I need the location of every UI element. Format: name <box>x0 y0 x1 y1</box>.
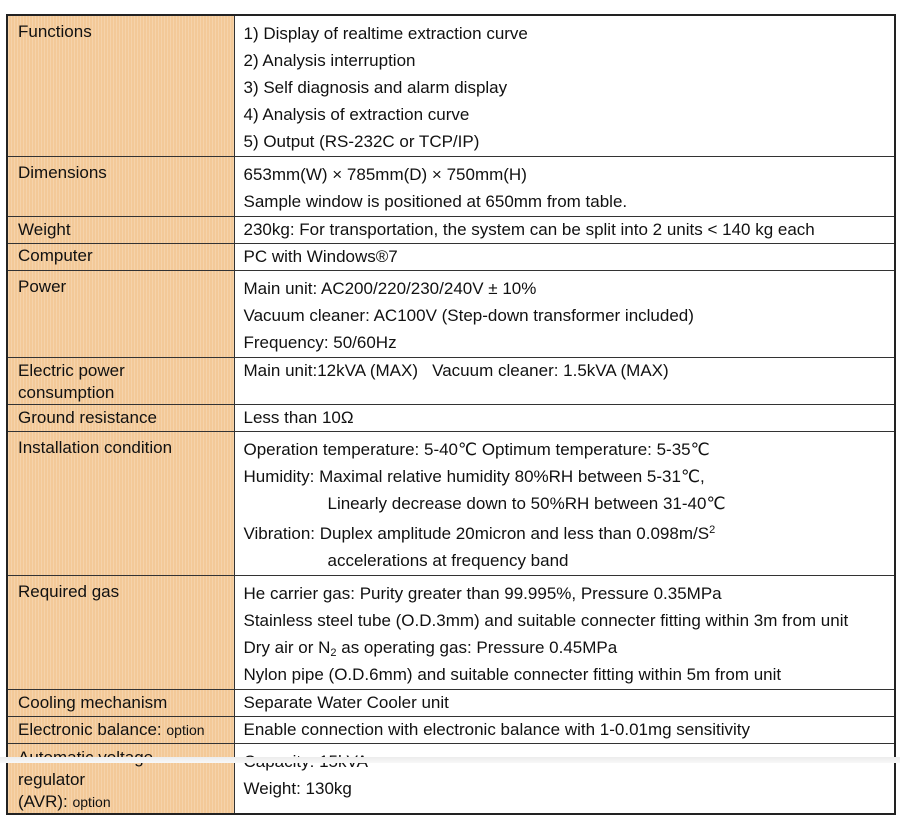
value-line: Humidity: Maximal relative humidity 80%RH between 5-31℃, <box>243 467 705 486</box>
row-label: regulator (AVR): option <box>7 744 234 815</box>
row-label: Required gas <box>7 576 234 690</box>
table-row-dimensions <box>7 157 895 217</box>
row-label: Electric power consumption <box>7 358 234 405</box>
row-label: Installation condition <box>7 432 234 576</box>
row-label: Functions <box>7 15 234 157</box>
value-line: Operation temperature: 5-40℃ Optimum temperature: 5-35℃ <box>243 440 710 459</box>
value-line: Weight: 130kg <box>243 779 352 798</box>
option-note: option <box>72 794 111 810</box>
value-line: 1) Display of realtime extraction curve <box>243 24 528 43</box>
table-row-electronic-balance <box>7 717 895 744</box>
table-row-avr <box>7 744 895 815</box>
value-line: 653mm(W) × 785mm(D) × 750mm(H) <box>243 165 527 184</box>
value-line: Sample window is positioned at 650mm from table. <box>243 192 628 211</box>
value-line: Enable connection with electronic balance with 1-0.01mg sensitivity <box>243 720 750 739</box>
specifications-table <box>6 14 896 815</box>
row-value <box>234 358 895 405</box>
table-row-functions <box>7 15 895 157</box>
value-line: 5) Output (RS-232C or TCP/IP) <box>243 132 480 151</box>
table-row-power-consumption <box>7 358 895 405</box>
value-line: Linearly decrease down to 50%RH between 31-40℃ <box>327 494 726 513</box>
value-line: PC with Windows®7 <box>243 247 398 266</box>
table-row-computer <box>7 244 895 271</box>
value-line: 2) Analysis interruption <box>243 51 416 70</box>
value-line: Dry air or $N_2$ as operating gas: Pressure 0.45MPa <box>243 638 618 659</box>
row-value <box>234 271 895 358</box>
row-value <box>234 690 895 717</box>
superscript-2: 2 <box>709 524 716 536</box>
value-line: Separate Water Cooler unit <box>243 693 449 712</box>
page-bottom-rule <box>0 757 900 763</box>
table-row-weight <box>7 217 895 244</box>
row-label: Power <box>7 271 234 358</box>
value-line: Nylon pipe (O.D.6mm) and suitable connecter fitting within 5m from unit <box>243 665 782 684</box>
table-row-power <box>7 271 895 358</box>
table-row-required-gas <box>7 576 895 690</box>
value-line: Vibration: Duplex amplitude 20micron and less than $0.098m/S^2$ <box>243 524 716 543</box>
row-value <box>234 244 895 271</box>
value-line: Main unit: AC200/220/230/240V ± 10% <box>243 279 537 298</box>
value-line: 3) Self diagnosis and alarm display <box>243 78 508 97</box>
row-label: Ground resistance <box>7 405 234 432</box>
row-value <box>234 576 895 690</box>
row-label: Electronic balance: option <box>7 717 234 744</box>
value-line: 4) Analysis of extraction curve <box>243 105 470 124</box>
row-label: Computer <box>7 244 234 271</box>
table-row-installation-condition <box>7 432 895 576</box>
row-value <box>234 217 895 244</box>
value-line: Less than 10Ω <box>243 408 354 427</box>
table-row-ground-resistance <box>7 405 895 432</box>
row-value <box>234 15 895 157</box>
value-line: Frequency: 50/60Hz <box>243 333 397 352</box>
value-line: 230kg: For transportation, the system can be split into 2 units < 140 kg each <box>243 220 815 239</box>
value-line: Vacuum cleaner: AC100V (Step-down transformer included) <box>243 306 694 325</box>
value-line: Main unit:12kVA (MAX) Vacuum cleaner: 1.5kVA (MAX) <box>243 361 669 380</box>
row-value <box>234 157 895 217</box>
option-note: option <box>166 722 205 738</box>
row-value <box>234 717 895 744</box>
value-line: accelerations at frequency band <box>327 551 569 570</box>
value-line: He carrier gas: Purity greater than 99.995%, Pressure 0.35MPa <box>243 584 722 603</box>
value-line: Stainless steel tube (O.D.3mm) and suitable connecter fitting within 3m from unit <box>243 611 849 630</box>
subscript-2: 2 <box>330 647 337 659</box>
row-value <box>234 405 895 432</box>
row-label: Dimensions <box>7 157 234 217</box>
row-label: Weight <box>7 217 234 244</box>
row-value <box>234 744 895 815</box>
table-row-cooling-mechanism <box>7 690 895 717</box>
row-value <box>234 432 895 576</box>
row-label: Cooling mechanism <box>7 690 234 717</box>
